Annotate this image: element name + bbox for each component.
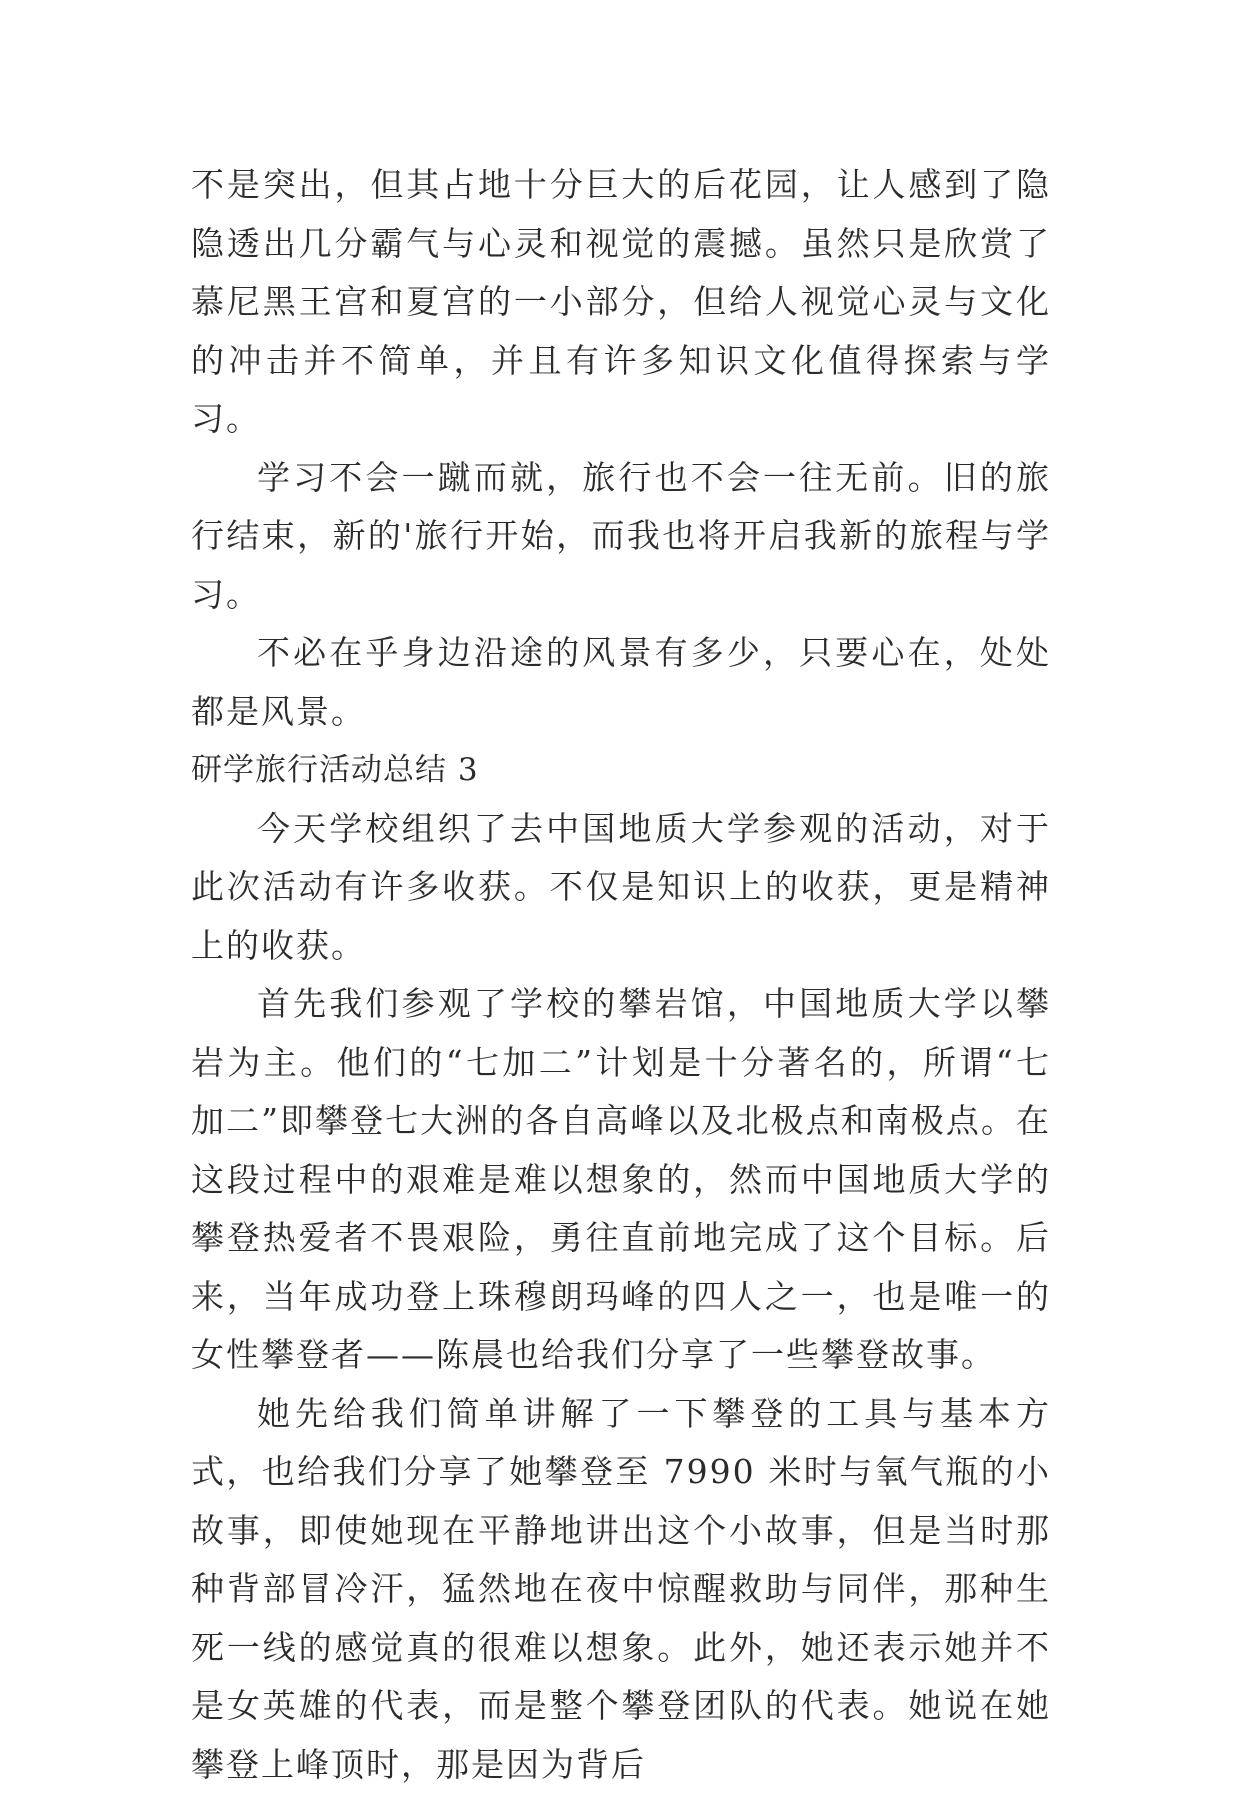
paragraph: 首先我们参观了学校的攀岩馆，中国地质大学以攀岩为主。他们的“七加二”计划是十分著名的，所谓“七加二”即攀登七大洲的各自高峰以及北极点和南极点。在这段过程中的艰难是难以想象的，然而中国地质大学的攀登热爱者不畏艰险，勇往直前地完成了这个目标。后来，当年成功登上珠穆朗玛峰的四人之一，也是唯一的女性攀登者——陈晨也给我们分享了一些攀登故事。 [191, 975, 1051, 1385]
paragraph: 她先给我们简单讲解了一下攀登的工具与基本方式，也给我们分享了她攀登至 7990 米时与氧气瓶的小故事，即使她现在平静地讲出这个小故事，但是当时那种背部冒冷汗，猛然地在夜中惊醒救助与同伴，那种生死一线的感觉真的很难以想象。此外，她还表示她并不是女英雄的代表，而是整个攀登团队的代表。她说在她攀登上峰顶时，那是因为背后 [191, 1385, 1051, 1794]
paragraph: 学习不会一蹴而就，旅行也不会一往无前。旧的旅行结束，新的'旅行开始，而我也将开启我新的旅程与学习。 [191, 449, 1051, 625]
paragraph-continuation: 不是突出，但其占地十分巨大的后花园，让人感到了隐隐透出几分霸气与心灵和视觉的震撼。虽然只是欣赏了慕尼黑王宫和夏宫的一小部分，但给人视觉心灵与文化的冲击并不简单，并且有许多知识文化值得探索与学习。 [191, 156, 1051, 449]
paragraph: 不必在乎身边沿途的风景有多少，只要心在，处处都是风景。 [191, 624, 1051, 741]
paragraph: 今天学校组织了去中国地质大学参观的活动，对于此次活动有许多收获。不仅是知识上的收获，更是精神上的收获。 [191, 800, 1051, 976]
document-body [191, 156, 1051, 1794]
section-heading: 研学旅行活动总结 3 [191, 741, 1051, 800]
